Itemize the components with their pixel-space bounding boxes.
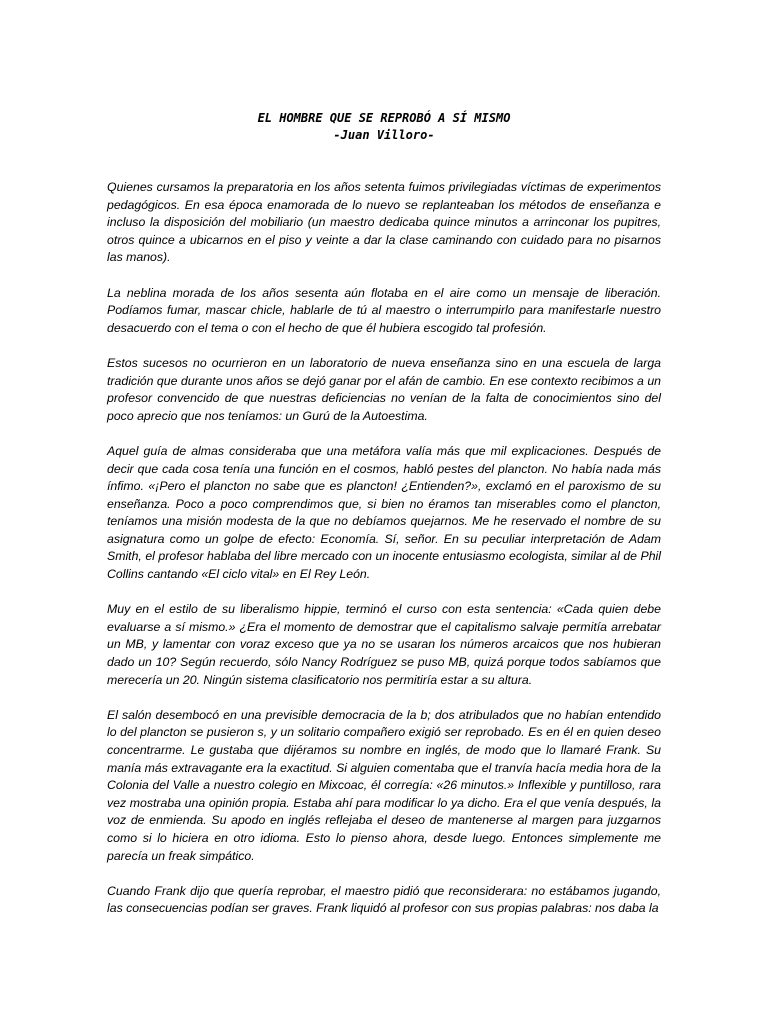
body-text	[107, 179, 661, 918]
paragraph: La neblina morada de los años sesenta aún flotaba en el aire como un mensaje de liberación. Podíamos fumar, mascar chicle, hablarle de tú al maestro o interrumpirlo para manifestarle nuestro desacuerdo con el tema o con el hecho de que él hubiera escogido tal profesión.	[107, 285, 661, 335]
paragraph: El salón desembocó en una previsible democracia de la b; dos atribulados que no habían entendido lo del plancton se pusieron s, y un solitario compañero exigió ser reprobado. Es en él en quien deseo concentrarme. Le gustaba que dijéramos su nombre en inglés, de modo que lo llamaré Frank. Su manía más extravagante era la exactitud. Si alguien comentaba que el tranvía hacía media hora de la Colonia del Valle a nuestro colegio en Mixcoac, él corregía: «26 minutos.» Inflexible y puntilloso, rara vez mostraba una opinión propia. Estaba ahí para modificar lo ya dicho. Era el que venía después, la voz de enmienda. Su apodo en inglés reflejaba el deseo de mantenerse al margen para juzgarnos como si lo hiciera en otro idioma. Esto lo pienso ahora, desde luego. Entonces simplemente me parecía un freak simpático.	[107, 707, 661, 863]
paragraph: Aquel guía de almas consideraba que una metáfora valía más que mil explicaciones. Después de decir que cada cosa tenía una función en el cosmos, habló pestes del plancton. No había nada más ínfimo. «¡Pero el plancton no sabe que es plancton! ¿Entienden?», exclamó en el paroxismo de su enseñanza. Poco a poco comprendimos que, si bien no éramos tan miserables como el plancton, teníamos una misión modesta de la que no debíamos quejarnos. Me he reservado el nombre de su asignatura como un golpe de efecto: Economía. Sí, señor. En su peculiar interpretación de Adam Smith, el profesor hablaba del libre mercado con un inocente entusiasmo ecologista, similar al de Phil Collins cantando «El ciclo vital» en El Rey León.	[107, 443, 661, 582]
paragraph: Estos sucesos no ocurrieron en un laboratorio de nueva enseñanza sino en una escuela de larga tradición que durante unos años se dejó ganar por el afán de cambio. En ese contexto recibimos a un profesor convencido de que nuestras deficiencias no venían de la falta de conocimientos sino del poco aprecio que nos teníamos: un Gurú de la Autoestima.	[107, 355, 661, 423]
paragraph: Quienes cursamos la preparatoria en los años setenta fuimos privilegiadas víctimas de experimentos pedagógicos. En esa época enamorada de lo nuevo se replanteaban los métodos de enseñanza e incluso la disposición del mobiliario (un maestro dedicaba quince minutos a arrinconar los pupitres, otros quince a ubicarnos en el piso y veinte a dar la clase caminando con cuidado para no pisarnos las manos).	[107, 180, 661, 265]
document-title: EL HOMBRE QUE SE REPROBÓ A SÍ MISMO	[257, 111, 511, 125]
paragraph: Muy en el estilo de su liberalismo hippie, terminó el curso con esta sentencia: «Cada quien debe evaluarse a sí mismo.» ¿Era el momento de demostrar que el capitalismo salvaje permitía arrebatar un MB, y lamentar con voraz exceso que ya no se usaran los números arcaicos que nos hubieran dado un 10? Según recuerdo, sólo Nancy Rodríguez se puso MB, quizá porque todos sabíamos que merecería un 20. Ningún sistema clasificatorio nos permitiría estar a su altura.	[107, 602, 661, 687]
title-block	[107, 110, 661, 144]
document-author: -Juan Villoro-	[333, 128, 435, 142]
paragraph: Cuando Frank dijo que quería reprobar, el maestro pidió que reconsiderara: no estábamos jugando, las consecuencias podían ser graves. Frank liquidó al profesor con sus propias palabras: nos daba la	[107, 883, 661, 916]
